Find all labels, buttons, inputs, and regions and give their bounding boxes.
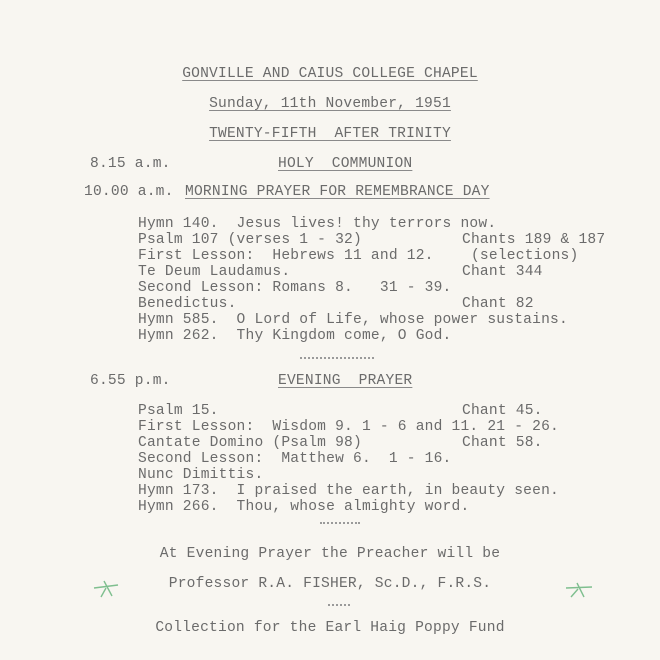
liturgical-occasion: TWENTY-FIFTH AFTER TRINITY <box>209 126 451 142</box>
preacher-intro: At Evening Prayer the Preacher will be <box>159 546 501 562</box>
chant-ref: Chant 344 <box>462 264 543 280</box>
list-item: Te Deum Laudamus. <box>138 264 291 280</box>
chant-ref: Chant 82 <box>462 296 534 312</box>
tick-mark-icon <box>564 580 594 600</box>
list-item: Hymn 585. O Lord of Life, whose power sustains. <box>138 312 568 328</box>
list-item: First Lesson: Hebrews 11 and 12. <box>138 248 434 264</box>
list-item: First Lesson: Wisdom 9. 1 - 6 and 11. 21 - 26. <box>138 419 560 435</box>
service-time-morning: 10.00 a.m. <box>84 184 174 200</box>
tick-mark-icon <box>92 578 122 598</box>
service-title-communion: HOLY COMMUNION <box>278 156 413 172</box>
service-title-morning: MORNING PRAYER FOR REMEMBRANCE DAY <box>185 184 490 200</box>
list-item: Benedictus. <box>138 296 237 312</box>
collection-note: Collection for the Earl Haig Poppy Fund <box>155 620 505 636</box>
list-item: Nunc Dimittis. <box>138 467 264 483</box>
lesson-note: (selections) <box>462 248 579 264</box>
section-divider <box>320 522 360 524</box>
list-item: Hymn 173. I praised the earth, in beauty seen. <box>138 483 560 499</box>
section-divider <box>300 357 374 359</box>
list-item: Hymn 262. Thy Kingdom come, O God. <box>138 328 452 344</box>
list-item: Hymn 266. Thou, whose almighty word. <box>138 499 470 515</box>
chant-ref: Chant 45. <box>462 403 543 419</box>
section-divider <box>328 604 350 606</box>
college-heading: GONVILLE AND CAIUS COLLEGE CHAPEL <box>182 66 478 82</box>
list-item: Psalm 107 (verses 1 - 32) <box>138 232 362 248</box>
preacher-name: Professor R.A. FISHER, Sc.D., F.R.S. <box>168 576 492 592</box>
service-time-communion: 8.15 a.m. <box>90 156 171 172</box>
chant-ref: Chant 58. <box>462 435 543 451</box>
service-date: Sunday, 11th November, 1951 <box>209 96 451 112</box>
list-item: Cantate Domino (Psalm 98) <box>138 435 362 451</box>
list-item: Second Lesson: Romans 8. 31 - 39. <box>138 280 452 296</box>
list-item: Psalm 15. <box>138 403 219 419</box>
service-time-evening: 6.55 p.m. <box>90 373 171 389</box>
list-item: Second Lesson: Matthew 6. 1 - 16. <box>138 451 452 467</box>
list-item: Hymn 140. Jesus lives! thy terrors now. <box>138 216 497 232</box>
service-title-evening: EVENING PRAYER <box>278 373 413 389</box>
chant-ref: Chants 189 & 187 <box>462 232 606 248</box>
